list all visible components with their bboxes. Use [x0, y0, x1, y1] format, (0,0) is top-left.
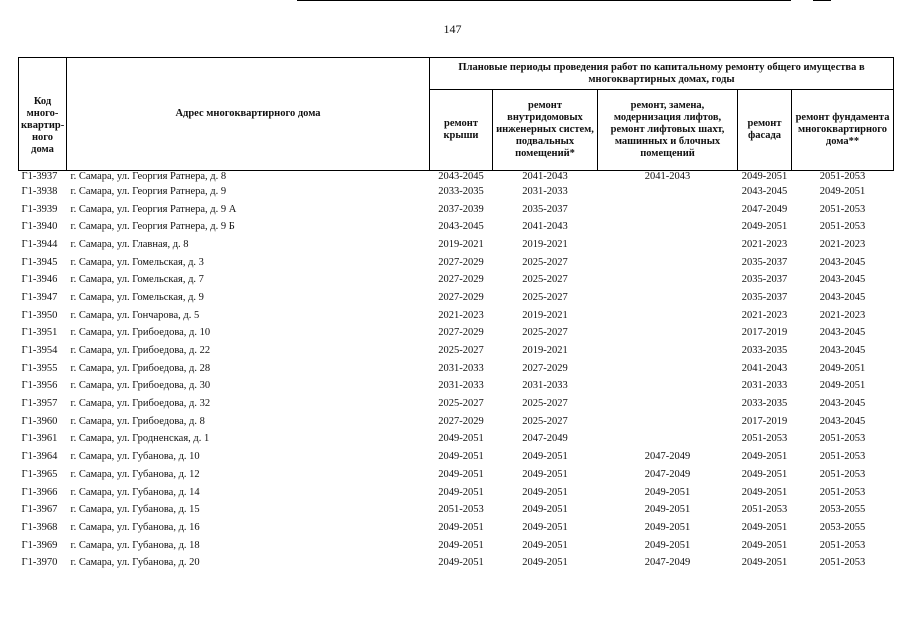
- cell-roof: 2027-2029: [438, 327, 484, 339]
- cell-foundation: 2051-2053: [819, 539, 866, 551]
- header-facade: ремонт фасада: [738, 90, 792, 171]
- cell-elevators: 2047-2049: [644, 557, 691, 569]
- cell-foundation: 2043-2045: [819, 345, 866, 357]
- cell-elevators: [598, 236, 738, 254]
- cell-roof: 2049-2051: [438, 451, 484, 463]
- cell-elevators: 2049-2051: [644, 486, 691, 498]
- cell-address: г. Самара, ул. Губанова, д. 10: [70, 451, 200, 463]
- cell-facade: 2049-2051: [741, 557, 788, 569]
- table-row: [19, 360, 894, 378]
- cell-elevators: [598, 325, 738, 343]
- cell-address: г. Самара, ул. Губанова, д. 14: [70, 486, 200, 498]
- cell-systems: 2049-2051: [522, 539, 568, 551]
- cell-systems: 2049-2051: [522, 468, 568, 480]
- cell-address: г. Самара, ул. Грибоедова, д. 28: [70, 362, 211, 374]
- cell-address: г. Самара, ул. Главная, д. 8: [70, 238, 189, 250]
- cell-systems: 2047-2049: [522, 433, 568, 445]
- cell-code: Г1-3966: [21, 486, 58, 498]
- cell-facade: 2051-2053: [741, 433, 788, 445]
- cell-roof: 2031-2033: [438, 380, 484, 392]
- cell-systems: 2027-2029: [522, 362, 568, 374]
- cell-code: Г1-3965: [21, 468, 58, 480]
- header-address: Адрес многоквартирного дома: [67, 58, 430, 171]
- cell-address: г. Самара, ул. Георгия Ратнера, д. 8: [70, 171, 227, 182]
- cell-address: г. Самара, ул. Губанова, д. 16: [70, 521, 200, 533]
- cell-address: г. Самара, ул. Грибоедова, д. 10: [70, 327, 211, 339]
- cell-foundation: 2051-2053: [819, 557, 866, 569]
- cell-systems: 2019-2021: [522, 238, 568, 250]
- cell-facade: 2035-2037: [741, 256, 788, 268]
- cell-roof: 2027-2029: [438, 291, 484, 303]
- cell-facade: 2021-2023: [741, 309, 788, 321]
- cell-roof: 2043-2045: [438, 171, 484, 182]
- cell-code: Г1-3945: [21, 256, 58, 268]
- cell-elevators: 2041-2043: [644, 171, 691, 182]
- cell-elevators: [598, 360, 738, 378]
- table-row: [19, 325, 894, 343]
- cell-facade: 2035-2037: [741, 274, 788, 286]
- cell-roof: 2037-2039: [438, 203, 484, 215]
- cell-facade: 2017-2019: [741, 327, 788, 339]
- cell-address: г. Самара, ул. Губанова, д. 18: [70, 539, 200, 551]
- cell-elevators: [598, 342, 738, 360]
- cell-facade: 2049-2051: [741, 468, 788, 480]
- cell-elevators: 2049-2051: [644, 539, 691, 551]
- cell-foundation: 2051-2053: [819, 221, 866, 233]
- cell-elevators: [598, 254, 738, 272]
- cell-foundation: 2051-2053: [819, 433, 866, 445]
- cell-facade: 2035-2037: [741, 291, 788, 303]
- cell-systems: 2025-2027: [522, 256, 568, 268]
- cell-elevators: [598, 201, 738, 219]
- cell-elevators: 2047-2049: [644, 451, 691, 463]
- header-elevators: ремонт, замена, модернизация лифтов, ремонт лифтовых шахт, машинных и блочных помещений: [598, 90, 738, 171]
- cell-elevators: [598, 271, 738, 289]
- cell-roof: 2049-2051: [438, 433, 484, 445]
- table-row: [19, 218, 894, 236]
- cell-facade: 2031-2033: [741, 380, 788, 392]
- cell-elevators: [598, 378, 738, 396]
- cell-foundation: 2051-2053: [819, 203, 866, 215]
- cell-foundation: 2043-2045: [819, 327, 866, 339]
- header-code: Код много- квартир- ного дома: [19, 58, 67, 171]
- cell-elevators: [598, 218, 738, 236]
- cell-facade: 2049-2051: [741, 521, 788, 533]
- cell-roof: 2049-2051: [438, 557, 484, 569]
- cell-roof: 2019-2021: [438, 238, 484, 250]
- cell-code: Г1-3961: [21, 433, 58, 445]
- table-row: [19, 289, 894, 307]
- table-row: [19, 254, 894, 272]
- cell-address: г. Самара, ул. Грибоедова, д. 30: [70, 380, 211, 392]
- cell-address: г. Самара, ул. Грибоедова, д. 8: [70, 415, 205, 427]
- cell-code: Г1-3967: [21, 504, 58, 516]
- cell-systems: 2019-2021: [522, 309, 568, 321]
- header-systems: ремонт внутридомовых инженерных систем, подвальных помещений*: [493, 90, 598, 171]
- cell-systems: 2025-2027: [522, 291, 568, 303]
- cell-foundation: 2051-2053: [819, 486, 866, 498]
- cell-foundation: 2051-2053: [819, 468, 866, 480]
- cell-address: г. Самара, ул. Георгия Ратнера, д. 9 Б: [70, 221, 235, 233]
- cell-foundation: 2043-2045: [819, 291, 866, 303]
- cell-code: Г1-3954: [21, 345, 58, 357]
- cell-systems: 2025-2027: [522, 415, 568, 427]
- cell-facade: 2051-2053: [741, 504, 788, 516]
- cell-code: Г1-3940: [21, 221, 58, 233]
- cell-code: Г1-3960: [21, 415, 58, 427]
- cell-facade: 2049-2051: [741, 171, 788, 182]
- header-roof: ремонт крыши: [430, 90, 493, 171]
- table-row: [19, 395, 894, 413]
- cell-foundation: 2043-2045: [819, 398, 866, 410]
- cell-address: г. Самара, ул. Грибоедова, д. 32: [70, 398, 211, 410]
- cell-code: Г1-3939: [21, 203, 58, 215]
- cell-foundation: 2049-2051: [819, 362, 866, 374]
- table-row: [19, 431, 894, 449]
- cell-elevators: [598, 413, 738, 431]
- table-header: [19, 58, 894, 171]
- cell-foundation: 2021-2023: [819, 238, 866, 250]
- cell-facade: 2017-2019: [741, 415, 788, 427]
- table-row: [19, 448, 894, 466]
- cell-facade: 2043-2045: [741, 185, 788, 197]
- table-row: [19, 554, 894, 572]
- cell-address: г. Самара, ул. Губанова, д. 15: [70, 504, 200, 516]
- top-rule: [297, 0, 791, 1]
- cell-roof: 2043-2045: [438, 221, 484, 233]
- cell-foundation: 2053-2055: [819, 504, 866, 516]
- cell-code: Г1-3944: [21, 238, 58, 250]
- table-row: [19, 171, 894, 184]
- table-row: [19, 201, 894, 219]
- table-row: [19, 537, 894, 555]
- cell-systems: 2031-2033: [522, 380, 568, 392]
- cell-facade: 2033-2035: [741, 345, 788, 357]
- cell-systems: 2035-2037: [522, 203, 568, 215]
- cell-systems: 2019-2021: [522, 345, 568, 357]
- cell-elevators: [598, 395, 738, 413]
- cell-foundation: 2043-2045: [819, 274, 866, 286]
- cell-code: Г1-3951: [21, 327, 58, 339]
- cell-roof: 2049-2051: [438, 539, 484, 551]
- cell-systems: 2049-2051: [522, 486, 568, 498]
- cell-foundation: 2043-2045: [819, 415, 866, 427]
- table-row: [19, 342, 894, 360]
- cell-roof: 2027-2029: [438, 274, 484, 286]
- cell-code: Г1-3937: [21, 171, 58, 182]
- cell-systems: 2049-2051: [522, 451, 568, 463]
- cell-facade: 2033-2035: [741, 398, 788, 410]
- cell-roof: 2033-2035: [438, 185, 484, 197]
- cell-elevators: [598, 307, 738, 325]
- cell-code: Г1-3938: [21, 185, 58, 197]
- cell-facade: 2049-2051: [741, 486, 788, 498]
- cell-systems: 2025-2027: [522, 274, 568, 286]
- cell-code: Г1-3964: [21, 451, 58, 463]
- cell-roof: 2031-2033: [438, 362, 484, 374]
- cell-systems: 2049-2051: [522, 557, 568, 569]
- cell-elevators: 2049-2051: [644, 521, 691, 533]
- cell-roof: 2027-2029: [438, 256, 484, 268]
- cell-roof: 2027-2029: [438, 415, 484, 427]
- cell-roof: 2021-2023: [438, 309, 484, 321]
- cell-code: Г1-3957: [21, 398, 58, 410]
- cell-foundation: 2043-2045: [819, 256, 866, 268]
- table-row: [19, 466, 894, 484]
- cell-roof: 2051-2053: [438, 504, 484, 516]
- table-row: [19, 413, 894, 431]
- cell-systems: 2049-2051: [522, 521, 568, 533]
- cell-address: г. Самара, ул. Гомельская, д. 9: [70, 291, 204, 303]
- cell-roof: 2049-2051: [438, 521, 484, 533]
- cell-foundation: 2049-2051: [819, 185, 866, 197]
- cell-address: г. Самара, ул. Грибоедова, д. 22: [70, 345, 211, 357]
- cell-address: г. Самара, ул. Гомельская, д. 7: [70, 274, 204, 286]
- header-periods: Плановые периоды проведения работ по капитальному ремонту общего имущества в многоквартирных домах, годы: [430, 58, 894, 90]
- cell-address: г. Самара, ул. Гончарова, д. 5: [70, 309, 200, 321]
- table-row: [19, 484, 894, 502]
- cell-elevators: [598, 183, 738, 201]
- cell-foundation: 2049-2051: [819, 380, 866, 392]
- cell-roof: 2049-2051: [438, 468, 484, 480]
- cell-systems: 2041-2043: [522, 221, 568, 233]
- cell-facade: 2041-2043: [741, 362, 788, 374]
- cell-code: Г1-3955: [21, 362, 58, 374]
- cell-elevators: 2047-2049: [644, 468, 691, 480]
- cell-code: Г1-3968: [21, 521, 58, 533]
- cell-facade: 2021-2023: [741, 238, 788, 250]
- cell-facade: 2049-2051: [741, 539, 788, 551]
- cell-code: Г1-3946: [21, 274, 58, 286]
- cell-code: Г1-3950: [21, 309, 58, 321]
- cell-systems: 2025-2027: [522, 327, 568, 339]
- cell-address: г. Самара, ул. Губанова, д. 20: [70, 557, 200, 569]
- table-row: [19, 519, 894, 537]
- table-row: [19, 236, 894, 254]
- header-foundation: ремонт фундамента многоквартирного дома**: [792, 90, 894, 171]
- cell-elevators: 2049-2051: [644, 504, 691, 516]
- cell-facade: 2047-2049: [741, 203, 788, 215]
- table-body: [19, 171, 894, 573]
- table-row: [19, 501, 894, 519]
- cell-systems: 2049-2051: [522, 504, 568, 516]
- cell-foundation: 2053-2055: [819, 521, 866, 533]
- table-row: [19, 183, 894, 201]
- cell-address: г. Самара, ул. Губанова, д. 12: [70, 468, 200, 480]
- cell-facade: 2049-2051: [741, 221, 788, 233]
- cell-code: Г1-3970: [21, 557, 58, 569]
- cell-roof: 2025-2027: [438, 398, 484, 410]
- cell-foundation: 2021-2023: [819, 309, 866, 321]
- cell-systems: 2025-2027: [522, 398, 568, 410]
- cell-address: г. Самара, ул. Гомельская, д. 3: [70, 256, 204, 268]
- cell-roof: 2025-2027: [438, 345, 484, 357]
- top-rule-fragment: [813, 0, 831, 1]
- cell-facade: 2049-2051: [741, 451, 788, 463]
- cell-systems: 2041-2043: [522, 171, 568, 182]
- cell-elevators: [598, 289, 738, 307]
- table-row: [19, 271, 894, 289]
- cell-address: г. Самара, ул. Георгия Ратнера, д. 9: [70, 185, 227, 197]
- cell-roof: 2049-2051: [438, 486, 484, 498]
- cell-foundation: 2051-2053: [819, 451, 866, 463]
- table-row: [19, 307, 894, 325]
- cell-elevators: [598, 431, 738, 449]
- table-row: [19, 378, 894, 396]
- capital-repair-table: [18, 57, 894, 572]
- cell-address: г. Самара, ул. Георгия Ратнера, д. 9 А: [70, 203, 237, 215]
- cell-code: Г1-3947: [21, 291, 58, 303]
- cell-foundation: 2051-2053: [819, 171, 866, 182]
- cell-address: г. Самара, ул. Гродненская, д. 1: [70, 433, 210, 445]
- cell-code: Г1-3969: [21, 539, 58, 551]
- page-number: 147: [443, 22, 462, 36]
- cell-code: Г1-3956: [21, 380, 58, 392]
- cell-systems: 2031-2033: [522, 185, 568, 197]
